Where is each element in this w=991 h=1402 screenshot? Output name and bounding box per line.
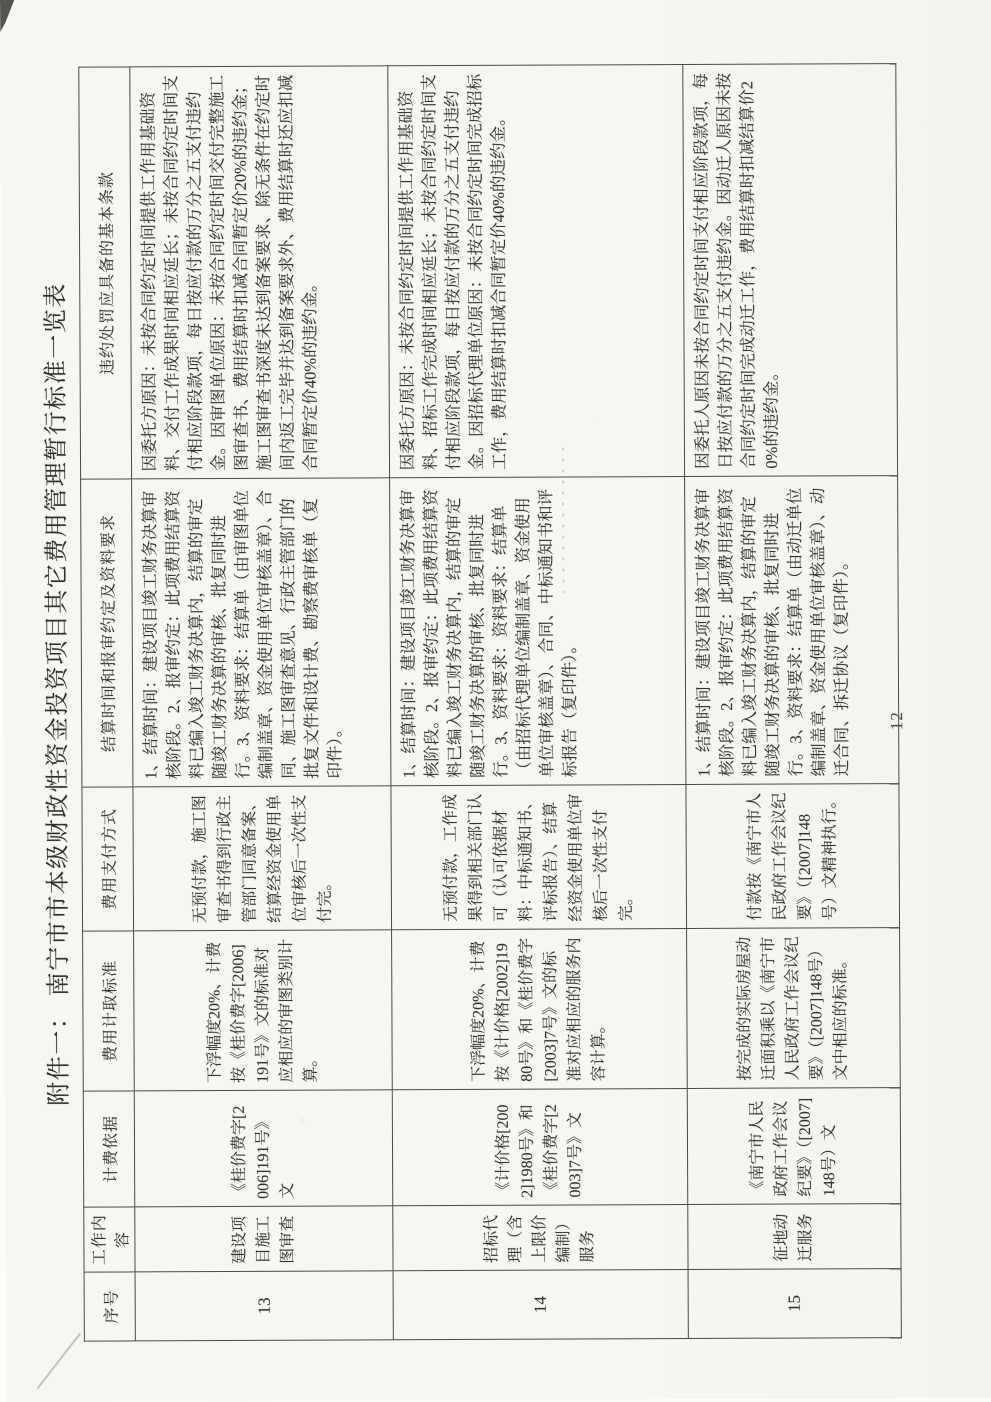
header-basis: 计费依据 [83, 1091, 135, 1207]
cell-penalty: 因委托人原因未按合同约定时间支付相应阶段款项，每日按应付款的万分之五支付违约金。因动迁人原因未按合同约定时间完成动迁工作，费用结算时扣减结算价20%的违约金。 [683, 64, 898, 477]
header-penalty: 违约处罚应具备的基本条款 [79, 67, 132, 479]
cell-standard: 按完成的实际房屋动迁面积乘以《南宁市人民政府工作会议纪要》（[2007]148号）文中相应的标准。 [687, 928, 901, 1089]
scan-corner-artifact [0, 0, 26, 38]
cell-basis: 《桂价费字[2006]191号》文 [134, 1090, 393, 1207]
header-settlement: 结算时间和报审约定及资料要求 [81, 479, 133, 787]
header-seq: 序号 [84, 1272, 135, 1341]
cell-penalty: 因委托方原因：未按合同约定时间提供工作用基础资料、招标工作完成时间相应延长；未按合同约定时间支付相应阶段款项，每日按应付款的万分之五支付违约金。因招标代理单位原因：未按合同约定时间完成招标工作，费用结算时扣减合同暂定价40%的违约金。 [388, 65, 685, 478]
cell-standard: 下浮幅度20%、计费按《桂价费字[2006]191号》文的标准对应相应的审图类别计算。 [134, 930, 393, 1091]
cell-basis: 《计价格[2002]1980号》和《桂价费字[2003]7号》文 [392, 1089, 688, 1206]
page-number: 12 [887, 711, 907, 731]
cell-seq: 13 [135, 1271, 393, 1341]
table-row-15 [683, 64, 902, 1339]
cell-seq: 14 [393, 1270, 688, 1340]
fee-standards-table [78, 63, 902, 1342]
header-standard: 费用计取标准 [83, 931, 135, 1091]
cell-payment: 无预付款，施工图审查书得到行政主管部门同意备案、结算经资金使用单位审核后一次性支付完。 [133, 786, 392, 931]
table-header-row [79, 67, 136, 1341]
cell-basis: 《南宁市人民政府工作会议纪要》（[2007]148号）文 [687, 1088, 901, 1205]
cell-work: 征地动迁服务 [688, 1204, 901, 1270]
cell-settlement: 1、结算时间：建设项目竣工财务决算审核阶段。2、报审约定：此项费用结算资料已编入竣工财务决算内，结算的审定随竣工财务决算的审核、批复同时进行。3、资料要求：结算单（由动迁单位编制盖章、资金使用单位审核盖章）、动迁合同、拆迁协议（复印件）。 [685, 476, 899, 785]
cell-settlement: 1、结算时间：建设项目竣工财务决算审核阶段。2、报审约定：此项费用结算资料已编入竣工财务决算内，结算的审定随竣工财务决算的审核、批复同时进行。3、资料要求：结算单（由审图单位编制盖章、资金使用单位审核盖章）、合同、施工图审查意见、行政主管部门的批复文件和设计费、勘察费审核单（复印件）。 [132, 478, 391, 787]
table-row-14 [388, 65, 689, 1340]
cell-payment: 无预付款，工作成果得到相关部门认可（认可依据材料：中标通知书、评标报告）、结算经资金使用单位审核后一次性支付完。 [391, 785, 687, 930]
cell-work: 招标代理（含上限价编制）服务 [393, 1205, 688, 1271]
header-payment: 费用支付方式 [82, 787, 134, 931]
cell-payment: 付款按《南宁市人民政府工作会议纪要》（[2007]148号）文精神执行。 [686, 784, 900, 929]
table-row-13 [130, 66, 394, 1341]
cell-work: 建设项目施工图审查 [135, 1206, 393, 1272]
cell-penalty: 因委托方原因：未按合同约定时间提供工作用基础资料、交付工作成果时间相应延长；未按合同约定时间支付相应阶段款项，每日按应付款的万分之五支付违约金。因审图单位原因：未按合同约定时间交付完整施工图审查书、费用结算时扣减合同暂定价20%的违约金；施工图审查书深度未达到备案要求、除无条件在约定时间内返工完毕并达到备案要求外、费用结算时还应扣减合同暂定价40%的违约金。 [130, 66, 390, 479]
scan-edge-artifact [37, 1333, 81, 1389]
cell-seq: 15 [688, 1269, 901, 1339]
header-work: 工作内容 [84, 1207, 135, 1272]
cell-settlement: 1、结算时间：建设项目竣工财务决算审核阶段。2、报审约定：此项费用结算资料已编入竣工财务决算内，结算的审定随竣工财务决算的审核、批复同时进行。3、资料要求：资料要求：结算单（由招标代理单位编制盖章、资金使用单位审核盖章）、合同、中标通知书和评标报告（复印件）。 [390, 477, 686, 786]
page-title: 附件一： 南宁市市本级财政性资金投资项目其它费用管理暂行标准一览表 [43, 282, 73, 1106]
cell-standard: 下浮幅度20%、计费按《计价格[2002]1980号》和《桂价费字[2003]7号》文的标准对应相应的服务内容计算。 [392, 929, 688, 1090]
